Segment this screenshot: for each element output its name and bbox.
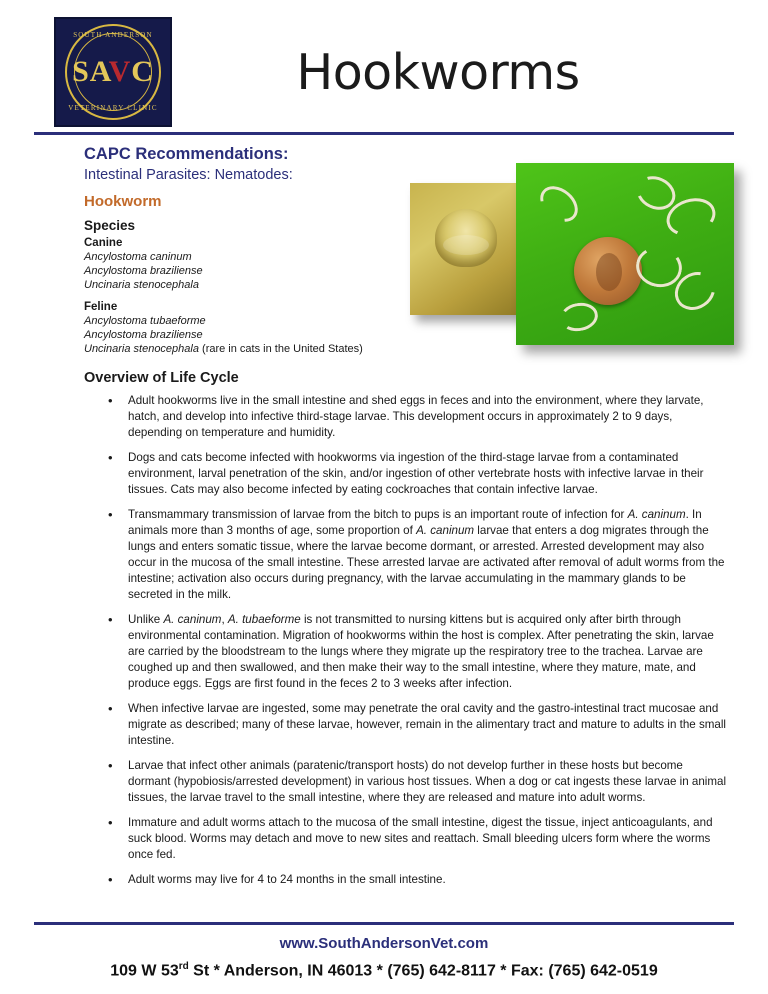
list-item: • Adult worms may live for 4 to 24 months in the small intestine.: [108, 872, 728, 888]
hookworms-with-penny-image: [516, 163, 734, 345]
life-cycle-list: [84, 393, 728, 888]
address-part-2: St * Anderson, IN 46013 * (765) 642-8117 * Fax: (765) 642-0519: [188, 962, 658, 979]
worm-specimen: [558, 300, 600, 334]
species-group-label: Feline: [84, 301, 118, 314]
clinic-logo: [54, 17, 172, 127]
logo-monogram-right: C: [131, 55, 154, 88]
penny-coin: [574, 237, 642, 305]
logo-top-text: SOUTH ANDERSON: [73, 31, 153, 39]
page-title: Hookworms: [296, 43, 580, 101]
logo-monogram-left: SA: [72, 55, 109, 88]
hookworm-lip-highlight: [443, 235, 489, 255]
species-name: Ancylostoma caninum: [84, 251, 192, 263]
section-subheading: Intestinal Parasites: Nematodes:: [84, 167, 293, 183]
hookworm-mouthparts-image: [410, 183, 522, 315]
species-name: Uncinaria stenocephala: [84, 279, 199, 292]
list-item: • When infective larvae are ingested, some may penetrate the oral cavity and the gastro-intestinal tract mucosae and migrate as described; many of these larvae, however, remain in the alimentary tract and mature to adults in the small intestine.: [108, 701, 728, 749]
address-ordinal-suffix: rd: [178, 960, 189, 972]
species-name: Ancylostoma braziliense: [84, 329, 203, 342]
species-name: Ancylostoma tubaeforme: [84, 315, 206, 328]
overview-heading: Overview of Life Cycle: [84, 370, 239, 387]
list-item: • Transmammary transmission of larvae from the bitch to pups is an important route of infection for A. caninum. In animals more than 3 months of age, some proportion of A. caninum larvae that enters a dog migrates through the lungs and enters somatic tissue, where the larvae become dormant, or arrested. Arrested development may also occur in the mucosa of the small intestine. These arrested larvae are activated after removal of adult worms from the intestine; activation also occurs during pregnancy, with the larvae accumulating in the mammary glands to be secreted in the milk.: [108, 507, 728, 603]
footer-divider: [34, 922, 734, 925]
logo-bottom-text: VETERINARY CLINIC: [68, 104, 158, 112]
list-item: • Adult hookworms live in the small intestine and shed eggs in feces and into the environment, where they larvate, hatch, and develop into infective third-stage larvae. This development occurs in approximately 2 to 9 days, depending on temperature and humidity.: [108, 393, 728, 441]
clinic-website[interactable]: www.SouthAndersonVet.com: [279, 934, 489, 952]
list-item: • Dogs and cats become infected with hookworms via ingestion of the third-stage larvae from a contaminated environment, larval penetration of the skin, and/or ingestion of other vertebrate hosts with infective larvae in their tissues. Cats may also become infected by eating cockroaches that contain infective larvae.: [108, 450, 728, 498]
topic-heading: Hookworm: [84, 193, 162, 210]
header-divider: [34, 132, 734, 135]
species-name: Ancylostoma braziliense: [84, 265, 203, 278]
clinic-address: [34, 961, 734, 980]
address-part-1: 109 W 53: [110, 962, 179, 979]
list-item: • Larvae that infect other animals (paratenic/transport hosts) do not develop further in these hosts but become dormant (hypobiosis/arrested development) in various host tissues. When a dog or cat ingests these larvae in animal tissues, the larvae travel to the small intestine, where they are released and mature into adult worms.: [108, 758, 728, 806]
species-heading: Species: [84, 218, 136, 233]
document-body: [34, 145, 734, 888]
species-latin-name: Uncinaria stenocephala: [84, 343, 199, 356]
logo-monogram-v: V: [108, 55, 132, 88]
worm-specimen: [533, 179, 584, 229]
species-note: (rare in cats in the United States): [198, 343, 363, 356]
list-item: • Immature and adult worms attach to the mucosa of the small intestine, digest the tissue, inject anticoagulants, and suck blood. Worms may detach and move to new sites and reattach. Small bleeding ulcers form where the worms once fed.: [108, 815, 728, 863]
capc-heading: CAPC Recommendations:: [84, 145, 289, 163]
species-group-label: Canine: [84, 237, 123, 249]
list-item: • Unlike A. caninum, A. tubaeforme is not transmitted to nursing kittens but is acquired only after birth through environmental contamination. Migration of hookworms within the host is complex. After penetrating the skin, larvae are carried by the bloodstream to the lungs where they migrate up the respiratory tree to the trachea. Larvae are coughed up and then swallowed, and then make their way to the small intestine, where they mature, mate, and produce eggs. Eggs are first found in the feces 2 to 3 weeks after infection.: [108, 612, 728, 692]
logo-monogram: [56, 55, 170, 89]
document-header: [34, 0, 734, 128]
document-footer: [0, 922, 768, 980]
